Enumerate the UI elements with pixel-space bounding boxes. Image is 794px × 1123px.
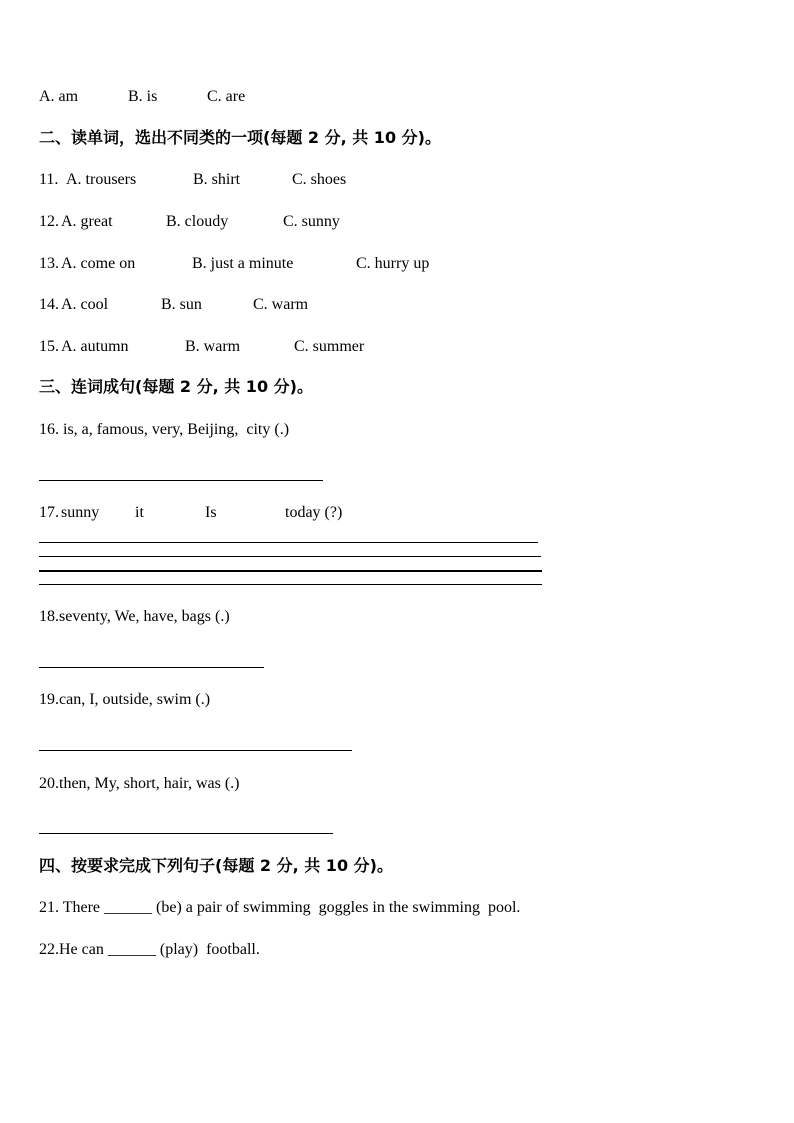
option-b: B. sun [161, 296, 202, 313]
option-c: C. hurry up [356, 255, 430, 272]
answer-line[interactable] [39, 833, 333, 834]
question-number: 17. [39, 504, 59, 521]
word: it [135, 504, 144, 521]
question-19: 19.can, I, outside, swim (.) [39, 691, 211, 708]
section-2-title: 二、读单词，选出不同类的一项(每题 2 分, 共 10 分)。 [39, 128, 441, 147]
question-number: 12. [39, 213, 59, 230]
option-c: C. warm [253, 296, 309, 313]
answer-line[interactable] [39, 584, 542, 585]
option-c: C. sunny [283, 213, 340, 230]
option-b: B. shirt [193, 171, 241, 188]
option-a: A. am [39, 88, 79, 105]
answer-line[interactable] [39, 556, 541, 557]
word: today (?) [285, 504, 343, 521]
option-b: B. just a minute [192, 255, 294, 272]
question-number: 15. [39, 338, 59, 355]
word: sunny [61, 504, 100, 521]
section-4-title: 四、按要求完成下列句子(每题 2 分, 共 10 分)。 [39, 856, 393, 875]
option-c: C. summer [294, 338, 365, 355]
option-c: C. are [207, 88, 246, 105]
question-number: 11. [39, 171, 59, 188]
option-a: A. great [61, 213, 113, 230]
section-3-title: 三、连词成句(每题 2 分, 共 10 分)。 [39, 377, 313, 396]
option-c: C. shoes [292, 171, 347, 188]
answer-line[interactable] [39, 480, 323, 481]
question-number: 13. [39, 255, 59, 272]
question-22: 22.He can ______ (play) football. [39, 941, 260, 958]
option-a: A. trousers [66, 171, 137, 188]
word: Is [205, 504, 217, 521]
question-16: 16. is, a, famous, very, Beijing, city (.) [39, 421, 290, 438]
option-a: A. come on [61, 255, 136, 272]
answer-line[interactable] [39, 542, 538, 543]
answer-line[interactable] [39, 667, 264, 668]
answer-line[interactable] [39, 750, 352, 751]
answer-line[interactable] [39, 570, 542, 572]
question-21: 21. There ______ (be) a pair of swimming goggles in the swimming pool. [39, 899, 521, 916]
option-b: B. is [128, 88, 158, 105]
question-20: 20.then, My, short, hair, was (.) [39, 775, 240, 792]
option-b: B. warm [185, 338, 241, 355]
question-18: 18.seventy, We, have, bags (.) [39, 608, 230, 625]
question-number: 14. [39, 296, 59, 313]
option-a: A. cool [61, 296, 109, 313]
option-b: B. cloudy [166, 213, 229, 230]
option-a: A. autumn [61, 338, 129, 355]
